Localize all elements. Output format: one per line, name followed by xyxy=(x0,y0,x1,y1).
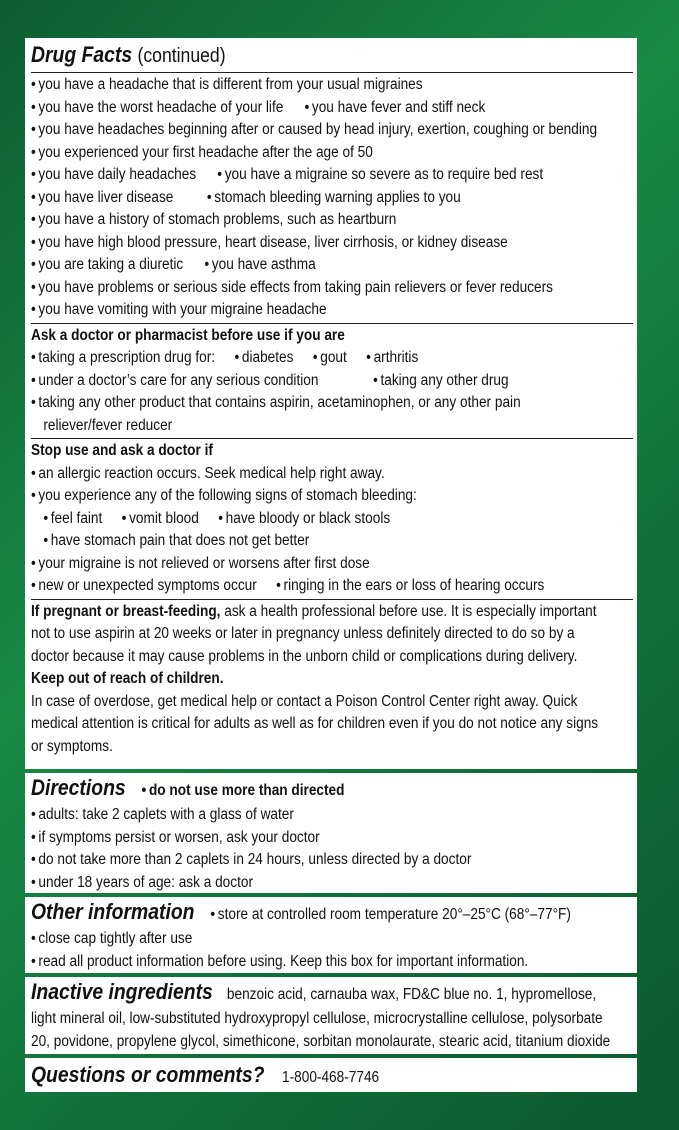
list-item: • you have high blood pressure, heart disease, liver cirrhosis, or kidney disease xyxy=(31,233,508,251)
other-information-heading: Other information xyxy=(31,899,195,924)
divider xyxy=(31,599,633,600)
list-item: • feel faint • vomit blood • have bloody or black stools xyxy=(43,509,391,527)
directions-heading: Directions xyxy=(31,775,126,800)
list-item: • you have vomiting with your migraine headache xyxy=(31,301,327,318)
list-item: • you experience any of the following signs of stomach bleeding: xyxy=(31,487,417,504)
list-item-continued: reliever/fever reducer xyxy=(43,416,173,434)
list-item: • under 18 years of age: ask a doctor xyxy=(31,873,254,891)
list-item: • you have problems or serious side effects from taking pain relievers or fever reducers xyxy=(31,278,553,296)
list-item: • taking any other product that contains aspirin, acetaminophen, or any other pain xyxy=(31,394,521,411)
list-item: • you have liver disease • stomach bleeding warning applies to you xyxy=(31,188,461,206)
keep-out-text: In case of overdose, get medical help or contact a Poison Control Center right away. Quick xyxy=(31,692,578,710)
questions-panel xyxy=(25,1058,637,1092)
list-item: • you have a history of stomach problems, such as heartburn xyxy=(31,211,397,228)
continued-label: (continued) xyxy=(137,45,226,67)
questions-header xyxy=(31,1060,561,1093)
list-item: • taking a prescription drug for: • diabetes • gout • arthritis xyxy=(31,349,419,366)
list-item: • you have daily headaches • you have a migraine so severe as to require bed rest xyxy=(31,166,544,183)
list-item: • if symptoms persist or worsen, ask your doctor xyxy=(31,828,320,846)
other-information-panel xyxy=(25,897,637,973)
ask-doctor-heading: Ask a doctor or pharmacist before use if you are xyxy=(31,326,345,344)
list-item: • read all product information before using. Keep this box for important information. xyxy=(31,952,529,970)
keep-out-text: medical attention is critical for adults as well as for children even if you do not notice any signs xyxy=(31,715,599,732)
directions-panel xyxy=(25,773,637,893)
questions-heading: Questions or comments? xyxy=(31,1062,265,1087)
list-item: • you experienced your first headache after the age of 50 xyxy=(31,143,373,161)
list-item: • adults: take 2 caplets with a glass of water xyxy=(31,806,294,823)
list-item: • you have the worst headache of your life • you have fever and stiff neck xyxy=(31,98,486,116)
divider xyxy=(31,72,633,73)
keep-out-text: or symptoms. xyxy=(31,737,113,755)
list-item: • have stomach pain that does not get better xyxy=(43,532,310,549)
inactive-ingredients-panel xyxy=(25,977,637,1054)
phone-number: 1-800-468-7746 xyxy=(282,1069,380,1086)
other-information-header: Other information • store at controlled room temperature 20°–25°C (68°–77°F) xyxy=(31,899,571,924)
drug-facts-title xyxy=(31,40,561,71)
divider xyxy=(31,438,633,439)
list-item: • under a doctor’s care for any serious condition • taking any other drug xyxy=(31,371,509,389)
list-item: • do not take more than 2 caplets in 24 hours, unless directed by a doctor xyxy=(31,851,472,868)
divider xyxy=(31,323,633,324)
list-item: • you have a headache that is different from your usual migraines xyxy=(31,76,423,93)
keep-out-heading: Keep out of reach of children. xyxy=(31,670,224,687)
pregnant-text: not to use aspirin at 20 weeks or later in pregnancy unless definitely directed to do so by a xyxy=(31,625,575,642)
drug-facts-panel xyxy=(25,38,637,769)
list-item: • your migraine is not relieved or worsens after first dose xyxy=(31,554,370,572)
list-item: • close cap tightly after use xyxy=(31,930,193,947)
stop-use-heading: Stop use and ask a doctor if xyxy=(31,442,213,459)
pregnant-text: If pregnant or breast-feeding, ask a health professional before use. It is especially important xyxy=(31,602,597,620)
inactive-ingredients-header: Inactive ingredients benzoic acid, carnauba wax, FD&C blue no. 1, hypromellose, xyxy=(31,979,597,1004)
inactive-ingredients-heading: Inactive ingredients xyxy=(31,979,213,1004)
directions-header: Directions • do not use more than directed xyxy=(31,775,345,800)
list-item: • an allergic reaction occurs. Seek medical help right away. xyxy=(31,464,385,482)
list-item: • you are taking a diuretic • you have asthma xyxy=(31,256,316,273)
drug-facts-heading: Drug Facts xyxy=(31,42,133,67)
pregnant-text: doctor because it may cause problems in the unborn child or complications during delivery. xyxy=(31,647,578,665)
ingredients-text: light mineral oil, low-substituted hydroxypropyl cellulose, microcrystalline cellulose, polysorbate xyxy=(31,1010,603,1027)
list-item: • you have headaches beginning after or caused by head injury, exertion, coughing or bending xyxy=(31,121,598,138)
ingredients-text: 20, povidone, propylene glycol, simethicone, sorbitan monolaurate, stearic acid, titanium dioxide xyxy=(31,1032,611,1050)
list-item: • new or unexpected symptoms occur • ringing in the ears or loss of hearing occurs xyxy=(31,577,545,594)
